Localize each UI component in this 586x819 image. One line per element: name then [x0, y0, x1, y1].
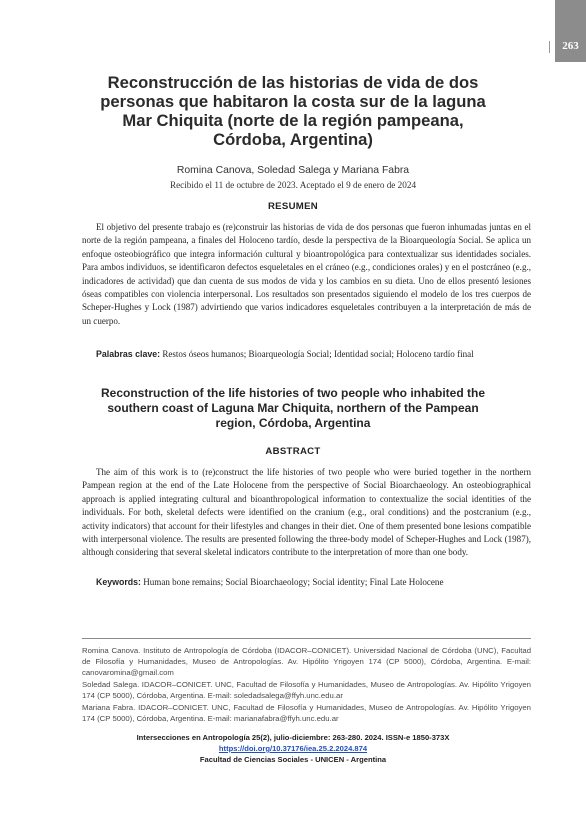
- authors: Romina Canova, Soledad Salega y Mariana Fabra: [176, 165, 410, 176]
- resumen-text: El objetivo del presente trabajo es (re)construir las historias de vida de dos personas que fueron inhumadas juntas en el norte de la región pampeana, a finales del Holoceno tardío, desde la perspectiva de la Bioarqueología Social. Se aplica un enfoque osteobiográfico que integra información cultural y bioantropológica para contextualizar sus identidades sociales. Para ambos individuos, se identificaron defectos esqueletales en el cráneo (e.g., condiciones orales) y en el postcráneo (e.g., indicadores de actividad) que dan cuenta de sus modos de vida y los cambios en su dieta. Uno de ellos presentó lesiones óseas compatibles con violencia interpersonal. Los resultados son presentados siguiendo el modelo de los tres cuerpos de Scheper-Hughes y Lock (1987) advirtiendo que varios indicadores esqueletales contribuyen a la interpretación de más de un cuerpo.: [82, 222, 531, 326]
- page-number-tab: [555, 0, 586, 62]
- received-dates: Recibido el 11 de octubre de 2023. Aceptado el 9 de enero de 2024: [169, 180, 417, 190]
- keywords-text: Human bone remains; Social Bioarchaeology; Social identity; Final Late Holocene: [143, 577, 444, 587]
- footnote-author-1: Romina Canova. Instituto de Antropología de Córdoba (IDACOR–CONICET). Universidad Nacional de Córdoba (UNC), Facultad de Filosofía y Humanidades, Museo de Antropologías. Av. Hipólito Yrigoyen 174 (CP 5000), Córdoba, Argentina. E-mail: canovaromina@gmail.com: [82, 646, 531, 677]
- page-number-separator: [549, 41, 550, 53]
- keywords-label: Keywords:: [96, 577, 141, 587]
- palabras-clave-label: Palabras clave:: [96, 349, 161, 359]
- footnote-author-2: Soledad Salega. IDACOR–CONICET. UNC, Facultad de Filosofía y Humanidades, Museo de Antropologías. Av. Hipólito Yrigoyen 174 (CP 5000), Córdoba, Argentina. E-mail: soledadsalega@ffyh.unc.edu.ar: [82, 680, 531, 700]
- article-title-english: Reconstruction of the life histories of two people who inhabited the southern coast of Laguna Mar Chiquita, northern of the Pampean region, Córdoba, Argentina: [100, 386, 485, 430]
- journal-citation: Intersecciones en Antropología 25(2), julio-diciembre: 263-280. 2024. ISSN-e 1850-373X: [136, 733, 450, 742]
- page-number: 263: [562, 40, 579, 52]
- abstract-heading: ABSTRACT: [265, 446, 321, 457]
- keywords: [96, 577, 536, 587]
- doi-link[interactable]: https://doi.org/10.37176/iea.25.2.2024.874: [218, 744, 368, 753]
- abstract-text: The aim of this work is to (re)construct the life histories of two people who were buried together in the northern Pampean region at the end of the Late Holocene from the perspective of Social Bioarchaeology. An osteobiographical approach is applied integrating cultural and bioanthropological information to contextualize the social identities of the individuals. For both, skeletal defects were identified on the cranium (e.g., oral conditions) and the postcranium (e.g., activity indicators) that account for their lifestyles and changes in their diet. One of them presented bone lesions compatible with interpersonal violence. The results are presented following the three-body model of Scheper-Hughes and Lock (1987), although considering that several skeletal indicators contribute to the interpretation of more than one body.: [82, 467, 531, 558]
- palabras-clave-text: Restos óseos humanos; Bioarqueología Social; Identidad social; Holoceno tardío final: [162, 349, 474, 359]
- resumen-heading: RESUMEN: [267, 201, 319, 212]
- palabras-clave: [96, 349, 536, 359]
- footnote-divider: [82, 638, 531, 639]
- article-title-spanish: Reconstrucción de las historias de vida de dos personas que habitaron la costa sur de la laguna Mar Chiquita (norte de la región pampeana, Córdoba, Argentina): [100, 73, 486, 149]
- publisher-line: Facultad de Ciencias Sociales - UNICEN - Argentina: [199, 755, 387, 764]
- footnote-author-3: Mariana Fabra. IDACOR–CONICET. UNC, Facultad de Filosofía y Humanidades, Museo de Antropologías. Av. Hipólito Yrigoyen 174 (CP 5000), Córdoba, Argentina. E-mail: marianafabra@ffyh.unc.edu.ar: [82, 703, 531, 723]
